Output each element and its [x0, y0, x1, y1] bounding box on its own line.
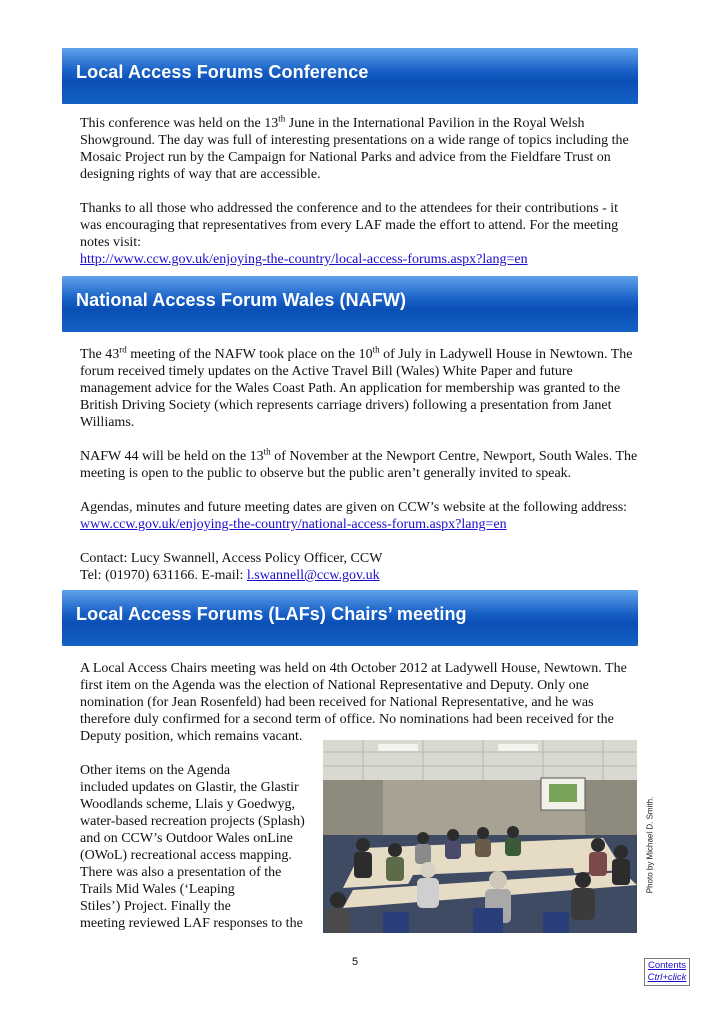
text-line: and on CCW’s Outdoor Wales onLine [80, 831, 293, 846]
laf-conference-body [80, 115, 640, 268]
contents-shortcut-hint: Ctrl+click [647, 972, 687, 983]
section-heading: Local Access Forums Conference [76, 62, 369, 82]
nafw-body [80, 346, 640, 584]
paragraph: A Local Access Chairs meeting was held on 4th October 2012 at Ladywell House, Newtown. The first item on the Agenda was the election of National Representative and Deputy. Only one nomination (for Jean Rosenfeld) had been received for National Representative, and he was therefore duly confirmed for a second term of office. No nominations had been received for the Deputy position, which remains vacant. [80, 661, 627, 744]
section-heading: Local Access Forums (LAFs) Chairs’ meeting [76, 604, 467, 624]
chairs-agenda-paragraph [80, 762, 320, 932]
text-line: There was also a presentation of the [80, 865, 282, 880]
text-line: Woodlands scheme, Llais y Goedwyg, [80, 797, 296, 812]
paragraph: NAFW 44 will be held on the 13th of November at the Newport Centre, Newport, South Wales. The meeting is open to the public to observe but the public aren’t generally invited to speak. [80, 446, 638, 481]
text-line: included updates on Glastir, the Glastir [80, 780, 299, 795]
nafw-website-link[interactable]: www.ccw.gov.uk/enjoying-the-country/national-access-forum.aspx?lang=en [80, 517, 507, 532]
paragraph: Thanks to all those who addressed the conference and to the attendees for their contributions - it was encouraging that representatives from every LAF made the effort to attend. For the meeting notes visit: http://www.ccw.gov.uk/enjoying-the-country/local-access-forums.aspx?lang=en [80, 201, 619, 267]
section-banner-laf-conference [62, 48, 638, 104]
contents-link-box[interactable] [644, 958, 690, 986]
paragraph: This conference was held on the 13th June in the International Pavilion in the Royal Welsh Showground. The day was full of interesting presentations on a wide range of topics including the Mosaic Project run by the Campaign for National Parks and advice from the Fieldfare Trust on designing rights of way that are accessible. [80, 113, 629, 182]
text-line: Other items on the Agenda [80, 763, 231, 778]
photo-credit: Photo by Michael D. Smith. [645, 796, 655, 894]
paragraph: The 43rd meeting of the NAFW took place on the 10th of July in Ladywell House in Newtown. The forum received timely updates on the Active Travel Bill (Wales) White Paper and future management advice for the Wales Coast Path. An application for membership was granted to the British Driving Society (which represents carriage drivers) following a presentation from Janet Williams. [80, 344, 633, 430]
contact-paragraph: Contact: Lucy Swannell, Access Policy Officer, CCW Tel: (01970) 631166. E-mail: l.swannell@ccw.gov.uk [80, 551, 383, 583]
text-line: Trails Mid Wales (‘Leaping [80, 882, 235, 897]
text-line: Stiles’) Project. Finally the [80, 899, 231, 914]
text-line: meeting reviewed LAF responses to the [80, 916, 303, 931]
email-link[interactable]: l.swannell@ccw.gov.uk [246, 568, 380, 583]
section-heading: National Access Forum Wales (NAFW) [76, 290, 407, 310]
text-line: (OWoL) recreational access mapping. [80, 848, 292, 863]
meeting-notes-link[interactable]: http://www.ccw.gov.uk/enjoying-the-country/local-access-forums.aspx?lang=en [80, 252, 528, 267]
section-banner-nafw [62, 276, 638, 332]
text-line: water-based recreation projects (Splash) [80, 814, 305, 829]
meeting-photo [323, 740, 637, 933]
section-banner-chairs-meeting [62, 590, 638, 646]
contents-link[interactable]: Contents [647, 960, 687, 971]
page-number: 5 [352, 956, 359, 968]
paragraph: Agendas, minutes and future meeting dates are given on CCW’s website at the following address: www.ccw.gov.uk/enjoying-the-country/national-access-forum.aspx?lang=en [80, 500, 628, 532]
